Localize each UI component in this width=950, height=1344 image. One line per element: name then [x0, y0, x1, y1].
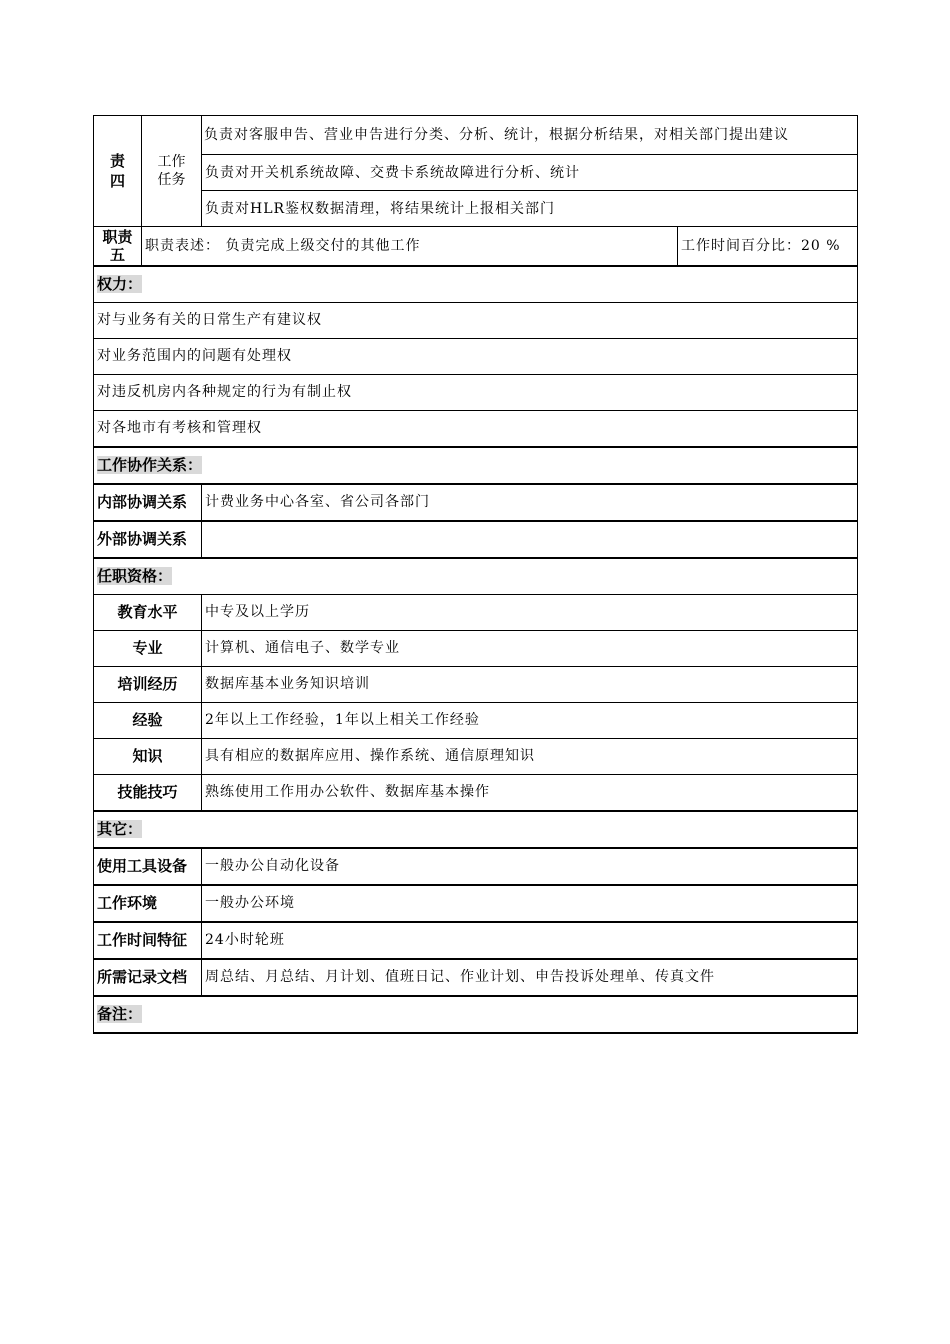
authority-item-row — [94, 302, 858, 338]
duty4-row-1 — [94, 116, 858, 155]
qualification-label: 经验 — [94, 702, 202, 738]
other-row — [94, 959, 858, 996]
cooperation-heading-row — [94, 447, 858, 484]
other-label: 所需记录文档 — [94, 959, 202, 996]
other-row — [94, 848, 858, 885]
qualification-label: 教育水平 — [94, 594, 202, 630]
authority-item-row — [94, 338, 858, 374]
qualification-row — [94, 630, 858, 666]
authority-heading-text: 权力： — [97, 275, 143, 293]
cooperation-row — [94, 484, 858, 521]
other-label: 使用工具设备 — [94, 848, 202, 885]
remarks-heading-text: 备注： — [97, 1005, 143, 1023]
authority-item-row — [94, 410, 858, 447]
other-label: 工作环境 — [94, 885, 202, 922]
authority-item: 对业务范围内的问题有处理权 — [94, 338, 858, 374]
cooperation-value: 计费业务中心各室、省公司各部门 — [202, 484, 858, 521]
qualification-row — [94, 666, 858, 702]
authority-item: 对各地市有考核和管理权 — [94, 410, 858, 447]
duty4-task-3: 负责对HLR鉴权数据清理，将结果统计上报相关部门 — [202, 191, 858, 227]
job-description-document — [93, 115, 857, 1034]
cooperation-heading — [94, 447, 858, 484]
cooperation-value — [202, 521, 858, 558]
other-heading-row — [94, 811, 858, 848]
other-row — [94, 922, 858, 959]
qualification-heading-text: 任职资格： — [97, 567, 173, 585]
qualification-value: 熟练使用工作用办公软件、数据库基本操作 — [202, 774, 858, 811]
duty5-label — [94, 227, 142, 266]
remarks-heading — [94, 996, 858, 1033]
authority-item-row — [94, 374, 858, 410]
qualification-heading-row — [94, 558, 858, 595]
qualification-heading — [94, 558, 858, 595]
duty4-sub-label-text: 工作任务 — [157, 154, 186, 188]
authority-item: 对违反机房内各种规定的行为有制止权 — [94, 374, 858, 410]
qualification-row — [94, 738, 858, 774]
duty5-description: 职责表述： 负责完成上级交付的其他工作 — [142, 227, 678, 266]
qualification-value: 数据库基本业务知识培训 — [202, 666, 858, 702]
duty4-row-3 — [94, 191, 858, 227]
authority-item: 对与业务有关的日常生产有建议权 — [94, 302, 858, 338]
other-heading — [94, 811, 858, 848]
cooperation-label: 内部协调关系 — [94, 484, 202, 521]
authority-heading — [94, 266, 858, 303]
other-value: 24小时轮班 — [202, 922, 858, 959]
authority-heading-row — [94, 266, 858, 303]
qualification-row — [94, 774, 858, 811]
qualification-label: 培训经历 — [94, 666, 202, 702]
other-value: 周总结、月总结、月计划、值班日记、作业计划、申告投诉处理单、传真文件 — [202, 959, 858, 996]
duty4-label — [94, 116, 142, 227]
job-description-table — [93, 115, 858, 1034]
other-value: 一般办公自动化设备 — [202, 848, 858, 885]
duty4-label-text: 责四 — [109, 152, 125, 190]
duty5-row — [94, 227, 858, 266]
remarks-row — [94, 996, 858, 1033]
cooperation-label: 外部协调关系 — [94, 521, 202, 558]
other-row — [94, 885, 858, 922]
qualification-row — [94, 702, 858, 738]
duty4-task-1: 负责对客服申告、营业申告进行分类、分析、统计，根据分析结果，对相关部门提出建议 — [202, 116, 858, 155]
other-heading-text: 其它： — [97, 820, 143, 838]
qualification-value: 计算机、通信电子、数学专业 — [202, 630, 858, 666]
duty4-row-2 — [94, 155, 858, 191]
other-label: 工作时间特征 — [94, 922, 202, 959]
qualification-label: 技能技巧 — [94, 774, 202, 811]
qualification-label: 知识 — [94, 738, 202, 774]
duty4-sub-label — [142, 116, 202, 227]
qualification-value: 2年以上工作经验，1年以上相关工作经验 — [202, 702, 858, 738]
duty4-task-2: 负责对开关机系统故障、交费卡系统故障进行分析、统计 — [202, 155, 858, 191]
cooperation-row — [94, 521, 858, 558]
other-value: 一般办公环境 — [202, 885, 858, 922]
duty5-label-text: 职责五 — [102, 227, 133, 264]
qualification-row — [94, 594, 858, 630]
duty5-time-percent: 工作时间百分比：20 % — [678, 227, 858, 266]
qualification-value: 具有相应的数据库应用、操作系统、通信原理知识 — [202, 738, 858, 774]
qualification-value: 中专及以上学历 — [202, 594, 858, 630]
cooperation-heading-text: 工作协作关系： — [97, 456, 203, 474]
qualification-label: 专业 — [94, 630, 202, 666]
